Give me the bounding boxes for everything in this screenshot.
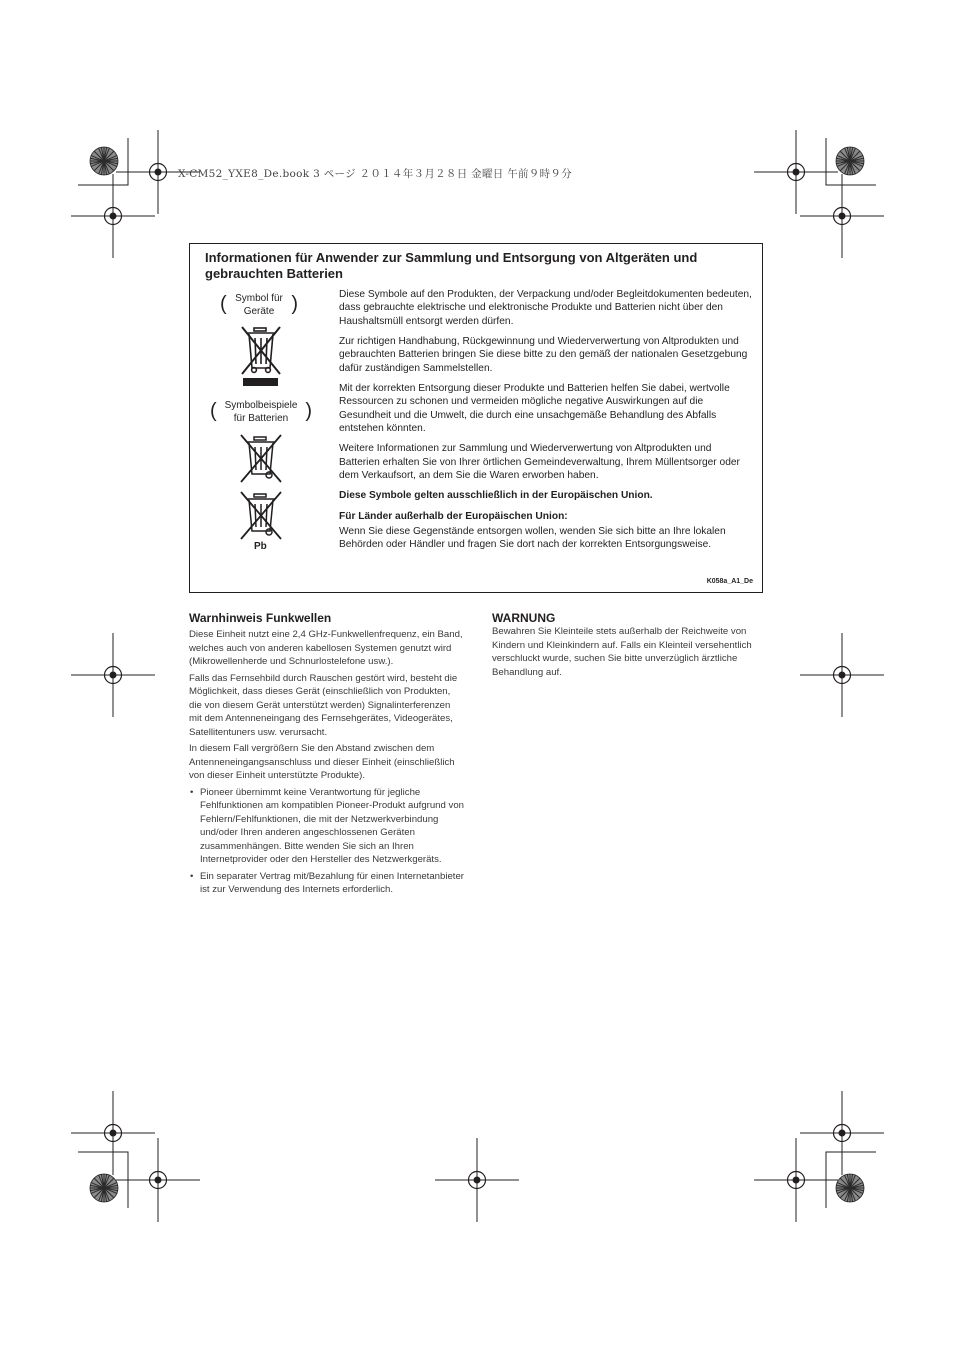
weee-info-box — [189, 243, 763, 593]
weee-non-eu-heading: Für Länder außerhalb der Europäischen Union: — [339, 510, 568, 522]
print-file-info: X-CM52_YXE8_De.book 3 ページ ２０１４年３月２８日 金曜日 午前９時９分 — [178, 168, 573, 180]
symbol-batteries-label: ( Symbolbeispiele für Batterien ) — [210, 400, 312, 424]
symbol-devices-label: ( Symbol für Geräte ) — [220, 293, 298, 317]
weee-text-column — [339, 288, 753, 559]
pb-label: Pb — [254, 541, 267, 552]
weee-paragraph: Mit der korrekten Entsorgung dieser Produkte und Batterien helfen Sie dabei, wertvolle Ressourcen zu schonen und vermeiden mögliche negative Auswirkungen auf die Gesundheit und die Umwelt, die durch eine unsachgemäße Behandlung des Abfalls entstehen könnten. — [339, 383, 730, 435]
warnung-text: Bewahren Sie Kleinteile stets außerhalb der Reichweite von Kindern und Kleinkindern auf. Falls ein Kleinteil versehentlich verschluckt wurde, suchen Sie bitte unverzüglich ärztliche Behandlung auf. — [492, 626, 752, 678]
list-item: • Pioneer übernimmt keine Verantwortung für jegliche Fehlfunktionen am kompatiblen Pioneer-Produkt aufgrund von Fehlern/Fehlfunktionen, die mit der Netzwerkverbindung und/oder Ihren anderen angeschlossenen Geräten zusammenhängen. Bitte wenden Sie sich an Ihren Internetprovider oder den Hersteller des Netzwerkgeräts. — [189, 786, 464, 867]
radio-warning-paragraph: Falls das Fernsehbild durch Rauschen gestört wird, besteht die Möglichkeit, dass dieses Gerät (einschließlich von Produkten, die von diesem Gerät unterstützt werden) Signalinterferenzen mit dem Antenneneingang des Fernsehgerätes, Videogerätes, Satellitentuners usw. verursacht. — [189, 672, 458, 738]
radio-warning-paragraph: In diesem Fall vergrößern Sie den Abstand zwischen dem Antenneneingangsanschluss und dieser Einheit (einschließlich von dieser Einheit unterstützte Produkte). — [189, 743, 455, 781]
list-item: • Ein separater Vertrag mit/Bezahlung für einen Internetanbieter ist zur Verwendung des Internets erforderlich. — [189, 870, 464, 897]
weee-paragraph: Zur richtigen Handhabung, Rückgewinnung und Wiederverwertung von Altprodukten und gebrauchten Batterien bringen Sie diese bitte zu den gemäß der nationalen Gesetzgebung dafür zuständigen Sammelstellen. — [339, 336, 748, 374]
radio-warning-bullets — [189, 786, 464, 897]
radio-warning-body — [189, 628, 464, 900]
radio-warning-paragraph: Diese Einheit nutzt eine 2,4 GHz-Funkwellenfrequenz, ein Band, welches auch von anderen kabellosen Systemen genutzt wird (Mikrowellenherde und Schnurlostelefone usw.). — [189, 629, 463, 667]
radio-warning-title: Warnhinweis Funkwellen — [189, 611, 332, 625]
weee-paragraph: Diese Symbole auf den Produkten, der Verpackung und/oder Begleitdokumenten bedeuten, dass gebrauchte elektrische und elektronische Produkte und Batterien nicht über den Haushaltsmüll entsorgt werden dürfen. — [339, 289, 752, 327]
weee-title: Informationen für Anwender zur Sammlung und Entsorgung von Altgeräten und gebrauchten Batterien — [205, 250, 698, 281]
weee-non-eu-text: Wenn Sie diese Gegenstände entsorgen wollen, wenden Sie sich bitte an Ihre lokalen Behörden oder Händler und fragen Sie dort nach der korrekten Entsorgungsweise. — [339, 526, 726, 551]
warnung-title: WARNUNG — [492, 611, 556, 625]
document-code: K058a_A1_De — [706, 578, 753, 585]
weee-battery-pb-bin-icon — [238, 491, 284, 541]
weee-black-bar — [243, 378, 278, 386]
weee-paragraph: Weitere Informationen zur Sammlung und Wiederverwertung von Altprodukten und Batterien erhalten Sie von Ihrer örtlichen Gemeindeverwaltung, Ihrem Müllentsorger oder dem Verkaufsort, an dem Sie die Waren erworben haben. — [339, 443, 740, 482]
warnung-body — [492, 625, 767, 682]
weee-eu-only-note: Diese Symbole gelten ausschließlich in der Europäischen Union. — [339, 490, 653, 502]
weee-battery-bin-icon — [238, 434, 284, 484]
